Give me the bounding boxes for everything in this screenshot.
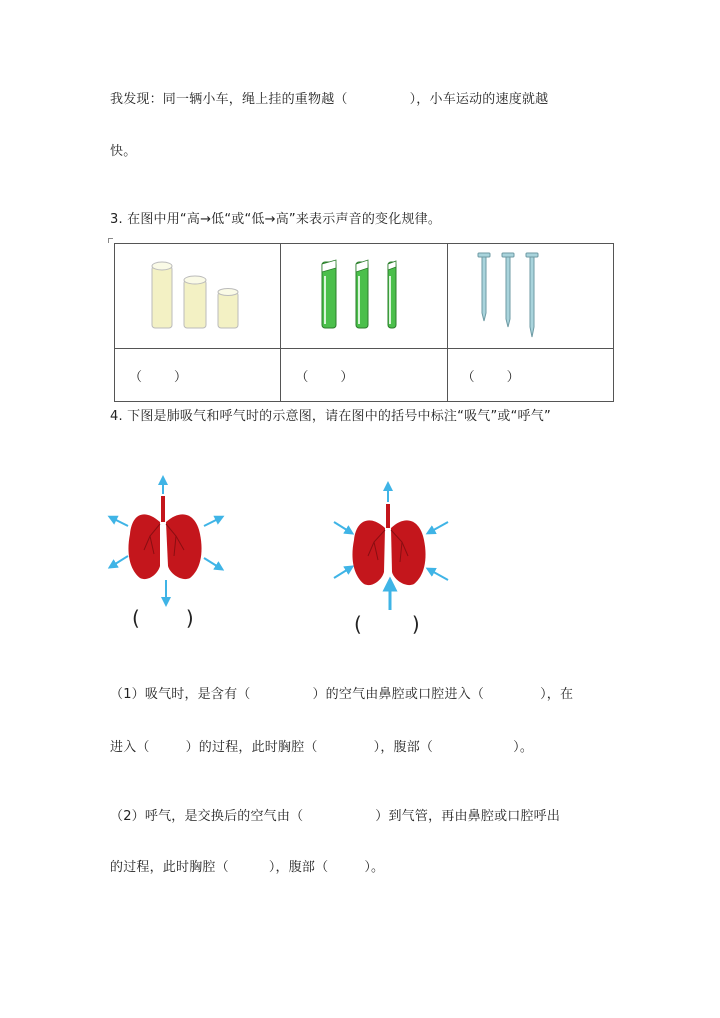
q3-question: 3. 在图中用“高→低“或“低→高”来表示声音的变化规律。 [110,212,442,227]
lung2-paren[interactable]: ( ) [354,612,420,636]
corner-mark [108,238,113,243]
nails-cell [447,244,613,349]
bottles-cell [115,244,281,349]
sub1-line1: （1）吸气时，是含有（ ）的空气由鼻腔或口腔进入（ ），在 [110,687,574,702]
bottles-icon [138,256,258,336]
lungs-exhale-icon [326,480,456,616]
q4-question: 4. 下图是肺吸气和呼气时的示意图，请在图中的括号中标注“吸气”或“呼气” [110,409,551,424]
tubes-icon [304,256,424,336]
q2-line1: 我发现：同一辆小车，绳上挂的重物越（ ），小车运动的速度就越 [110,92,549,107]
q2-line2: 快。 [110,144,137,159]
sound-table [114,243,614,402]
tubes-cell [281,244,447,349]
sub1-line2: 进入（ ）的过程，此时胸腔（ ），腹部（ ）。 [110,740,534,755]
lung1-paren[interactable]: ( ) [132,606,194,630]
nails-icon [470,251,590,341]
lungs-inhale-icon [104,474,234,610]
sub2-line2: 的过程，此时胸腔（ ），腹部（ ）。 [110,860,385,875]
answer-cell-1[interactable]: （ ） [115,349,281,402]
answer-cell-2[interactable]: （ ） [281,349,447,402]
sub2-line1: （2）呼气，是交换后的空气由（ ）到气管，再由鼻腔或口腔呼出 [110,809,561,824]
answer-cell-3[interactable]: （ ） [447,349,613,402]
